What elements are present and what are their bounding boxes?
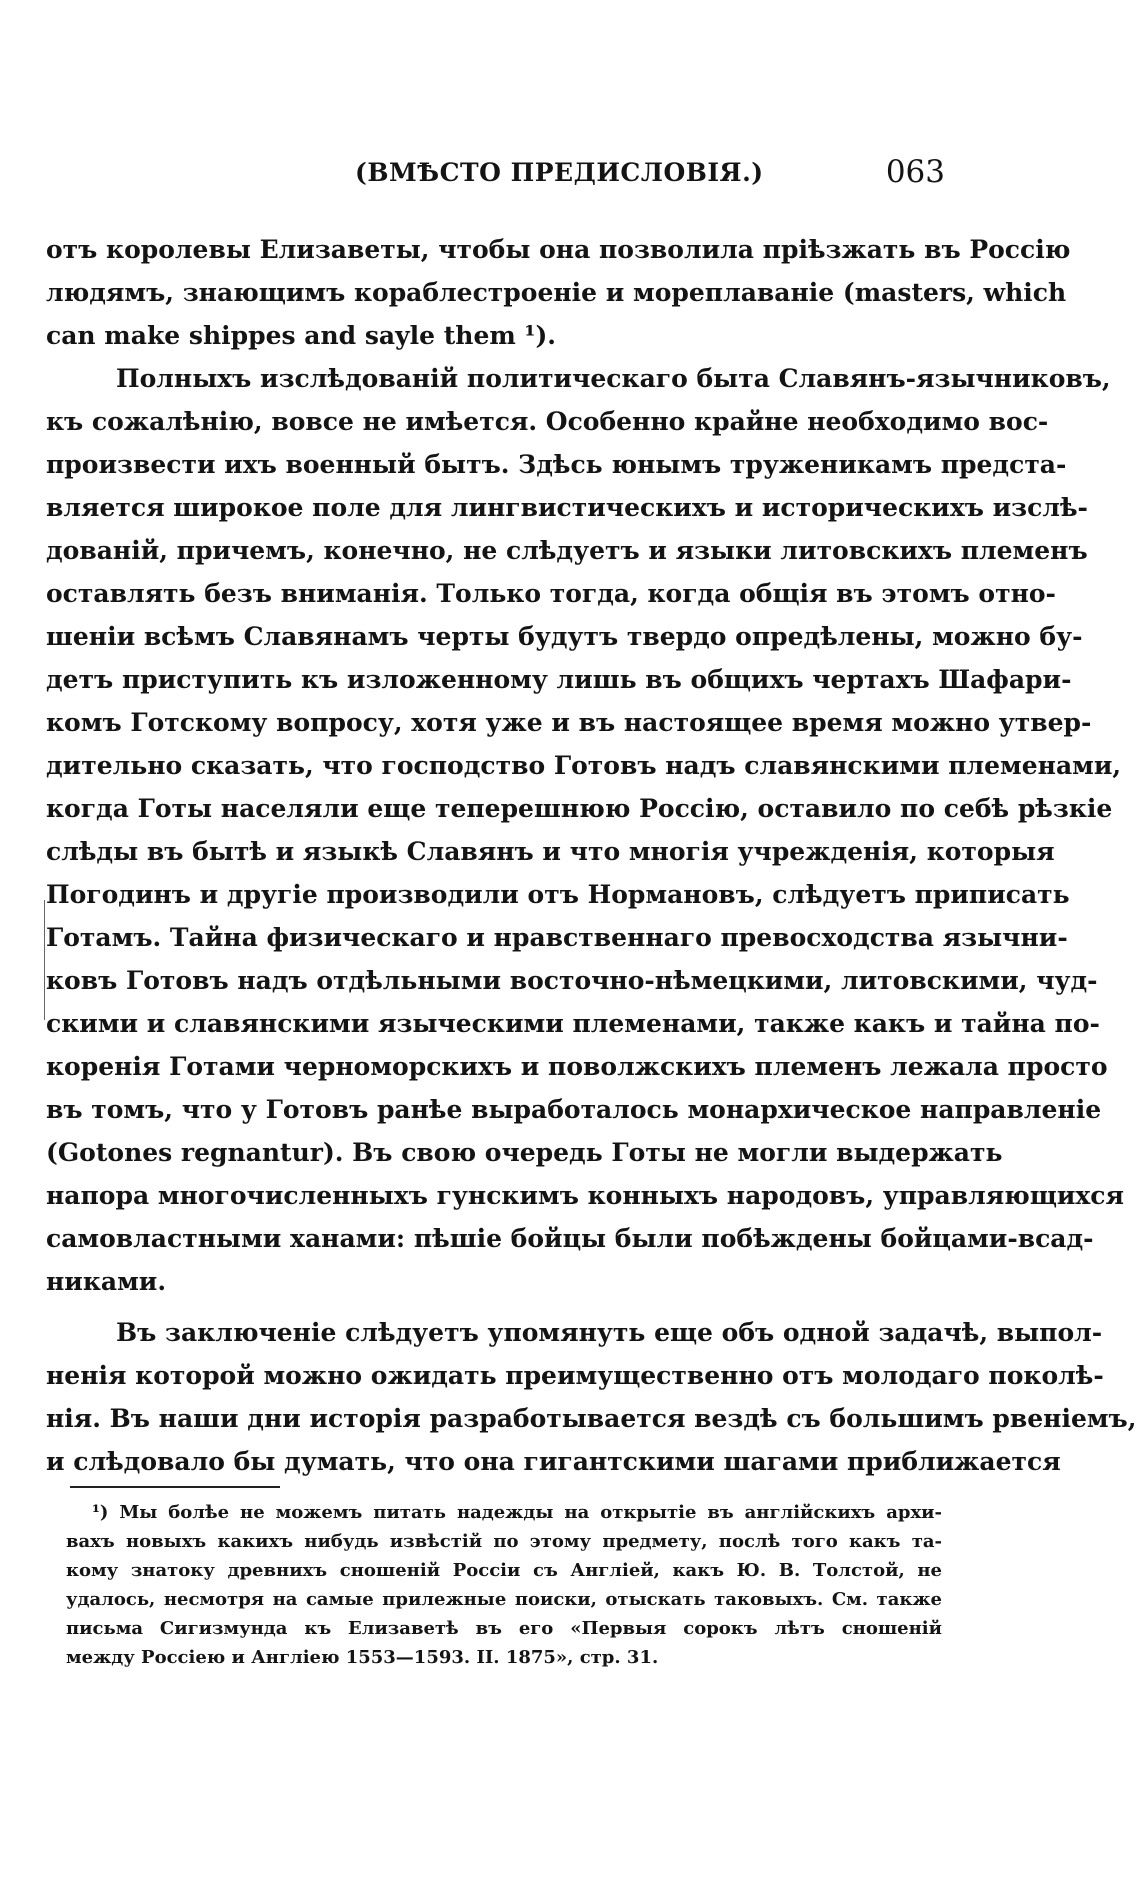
text-line: дованій, причемъ, конечно, не слѣдуетъ и языки литовскихъ племенъ: [46, 536, 1088, 565]
page-number: 063: [885, 154, 945, 190]
footnote-line: письма Сигизмунда къ Елизаветѣ въ его «Первыя сорокъ лѣтъ сношеній: [66, 1618, 942, 1639]
text-line: слѣды въ бытѣ и языкѣ Славянъ и что многія учрежденія, которыя: [46, 837, 1055, 866]
text-line: шеніи всѣмъ Славянамъ черты будутъ твердо опредѣлены, можно бу-: [46, 622, 1083, 651]
text-line: скими и славянскими языческими племенами, также какъ и тайна по-: [46, 1009, 1100, 1038]
text-line: и слѣдовало бы думать, что она гигантскими шагами приближается: [46, 1447, 1061, 1476]
text-line: вляется широкое поле для лингвистическихъ и историческихъ изслѣ-: [46, 493, 1088, 522]
paragraph-gap: [46, 1303, 940, 1311]
footnote-line: между Россіею и Англіею 1553—1593. II. 1875», стр. 31.: [66, 1647, 659, 1668]
footnote-rule: [70, 1486, 280, 1488]
running-title: (ВМѢСТО ПРЕДИСЛОВІЯ.): [355, 158, 764, 187]
text-line: (Gotones regnantur). Въ свою очередь Готы не могли выдержать: [46, 1138, 1003, 1167]
text-line: Погодинъ и другіе производили отъ Нормановъ, слѣдуетъ приписать: [46, 880, 1070, 909]
text-line: когда Готы населяли еще теперешнюю Россію, оставило по себѣ рѣзкіе: [46, 794, 1113, 823]
text-line: къ сожалѣнію, вовсе не имѣется. Особенно крайне необходимо вос-: [46, 407, 1049, 436]
footnote-line: вахъ новыхъ какихъ нибудь извѣстій по этому предмету, послѣ того какъ та-: [66, 1531, 942, 1552]
text-line: Полныхъ изслѣдованій политическаго быта Славянъ-язычниковъ,: [116, 364, 1111, 393]
text-line: ненія которой можно ожидать преимущественно отъ молодаго поколѣ-: [46, 1361, 1104, 1390]
text-line: самовластными ханами: пѣшіе бойцы были побѣждены бойцами-всад-: [46, 1224, 1094, 1253]
text-line: никами.: [46, 1267, 167, 1296]
text-line: Въ заключеніе слѣдуетъ упомянуть еще объ одной задачѣ, выпол-: [116, 1318, 1103, 1347]
text-line: Готамъ. Тайна физическаго и нравственнаго превосходства язычни-: [46, 923, 1068, 952]
footnote-line: удалось, несмотря на самые прилежные поиски, отыскать таковыхъ. См. также: [66, 1589, 942, 1610]
margin-mark: [44, 900, 45, 1020]
text-line: напора многочисленныхъ гунскимъ конныхъ народовъ, управляющихся: [46, 1181, 1125, 1210]
text-line: оставлять безъ вниманія. Только тогда, когда общія въ этомъ отно-: [46, 579, 1056, 608]
main-text: [46, 228, 1137, 1483]
text-line: нія. Въ наши дни исторія разработывается вездѣ съ большимъ рвеніемъ,: [46, 1404, 1137, 1433]
text-line: комъ Готскому вопросу, хотя уже и въ настоящее время можно утвер-: [46, 708, 1092, 737]
text-line: въ томъ, что у Готовъ ранѣе выработалось монархическое направленіе: [46, 1095, 1102, 1124]
text-line: людямъ, знающимъ кораблестроеніе и мореплаваніе (masters, which: [46, 278, 1067, 307]
text-line: can make shippes and sayle them ¹).: [46, 321, 557, 350]
footnote-line: ¹) Мы болѣе не можемъ питать надежды на открытіе въ англійскихъ архи-: [92, 1502, 942, 1523]
text-line: отъ королевы Елизаветы, чтобы она позволила пріѣзжать въ Россію: [46, 235, 1071, 264]
text-line: произвести ихъ военный бытъ. Здѣсь юнымъ труженикамъ предста-: [46, 450, 1067, 479]
text-line: детъ приступить къ изложенному лишь въ общихъ чертахъ Шафари-: [46, 665, 1072, 694]
footnote-line: кому знатоку древнихъ сношеній Россіи съ Англіей, какъ Ю. В. Толстой, не: [66, 1560, 942, 1581]
page-header: [355, 154, 945, 198]
text-line: дительно сказать, что господство Готовъ надъ славянскими племенами,: [46, 751, 1122, 780]
text-line: ковъ Готовъ надъ отдѣльными восточно-нѣмецкими, литовскими, чуд-: [46, 966, 1098, 995]
footnote-block: [66, 1498, 942, 1672]
text-line: коренія Готами черноморскихъ и поволжскихъ племенъ лежала просто: [46, 1052, 1108, 1081]
